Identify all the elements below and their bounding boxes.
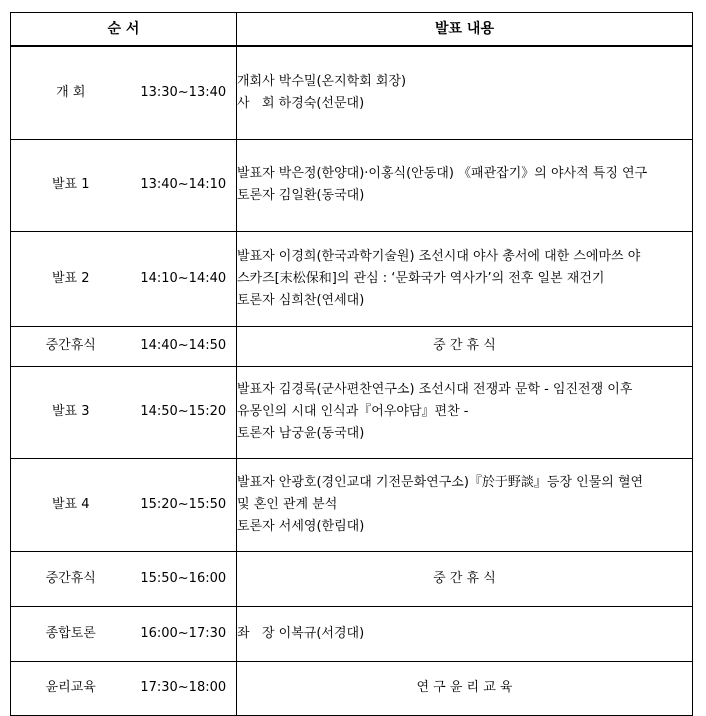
content-line: 발표자 이경희(한국과학기술원) 조선시대 야사 총서에 대한 스에마쓰 야 — [237, 248, 641, 264]
table-row — [11, 606, 693, 661]
content-line: 토론자 서세영(한림대) — [237, 518, 365, 534]
row-content — [237, 366, 693, 458]
row-time: 15:50~16:00 — [131, 551, 237, 606]
row-content — [237, 139, 693, 231]
row-time: 14:10~14:40 — [131, 231, 237, 326]
row-label: 발표 4 — [11, 458, 131, 551]
content-line: 토론자 남궁윤(동국대) — [237, 426, 365, 441]
table-header-row — [11, 13, 693, 47]
row-label: 윤리교육 — [11, 661, 131, 715]
content-line: 발표자 김경록(군사편찬연구소) 조선시대 전쟁과 문학 - 임진전쟁 이후 — [237, 382, 633, 397]
row-content — [237, 551, 693, 606]
row-time: 14:50~15:20 — [131, 366, 237, 458]
row-label: 발표 3 — [11, 366, 131, 458]
break-text: 중 간 휴 식 — [433, 338, 496, 353]
row-label: 개 회 — [11, 46, 131, 139]
row-content — [237, 606, 693, 661]
table-row — [11, 366, 693, 458]
header-content: 발표 내용 — [237, 13, 693, 47]
row-label: 종합토론 — [11, 606, 131, 661]
content-line: 토론자 심희찬(연세대) — [237, 292, 365, 308]
row-time: 13:40~14:10 — [131, 139, 237, 231]
row-time: 15:20~15:50 — [131, 458, 237, 551]
table-row — [11, 231, 693, 326]
table-row — [11, 458, 693, 551]
table-row — [11, 326, 693, 366]
break-text: 중 간 휴 식 — [433, 570, 496, 586]
row-content — [237, 231, 693, 326]
row-label: 중간휴식 — [11, 551, 131, 606]
row-content — [237, 326, 693, 366]
content-line: 사 회 하경숙(선문대) — [237, 95, 365, 111]
table-row — [11, 551, 693, 606]
content-line: 토론자 김일환(동국대) — [237, 188, 365, 203]
content-line: 유몽인의 시대 인식과『어우야담』편찬 - — [237, 404, 469, 419]
content-line: 좌 장 이복규(서경대) — [237, 625, 365, 641]
content-line: 발표자 안광호(경인교대 기전문화연구소)『於于野談』등장 인물의 혈연 — [237, 474, 644, 490]
row-time: 13:30~13:40 — [131, 46, 237, 139]
table-row — [11, 661, 693, 715]
row-label: 발표 2 — [11, 231, 131, 326]
content-line: 개회사 박수밀(온지학회 회장) — [237, 73, 407, 89]
content-line: 및 혼인 관계 분석 — [237, 496, 338, 512]
row-time: 16:00~17:30 — [131, 606, 237, 661]
content-line: 스카즈[末松保和]의 관심 : ‘문화국가 역사가’의 전후 일본 재건기 — [237, 270, 605, 286]
ethics-text: 연 구 윤 리 교 육 — [416, 680, 513, 695]
row-content — [237, 458, 693, 551]
row-content — [237, 661, 693, 715]
row-time: 14:40~14:50 — [131, 326, 237, 366]
row-label: 발표 1 — [11, 139, 131, 231]
row-label: 중간휴식 — [11, 326, 131, 366]
table-row — [11, 46, 693, 139]
row-content — [237, 46, 693, 139]
program-table — [10, 12, 693, 716]
row-time: 17:30~18:00 — [131, 661, 237, 715]
table-row — [11, 139, 693, 231]
header-order: 순 서 — [11, 13, 237, 47]
content-line: 발표자 박은정(한양대)·이홍식(안동대) 《패관잡기》의 야사적 특징 연구 — [237, 166, 648, 181]
